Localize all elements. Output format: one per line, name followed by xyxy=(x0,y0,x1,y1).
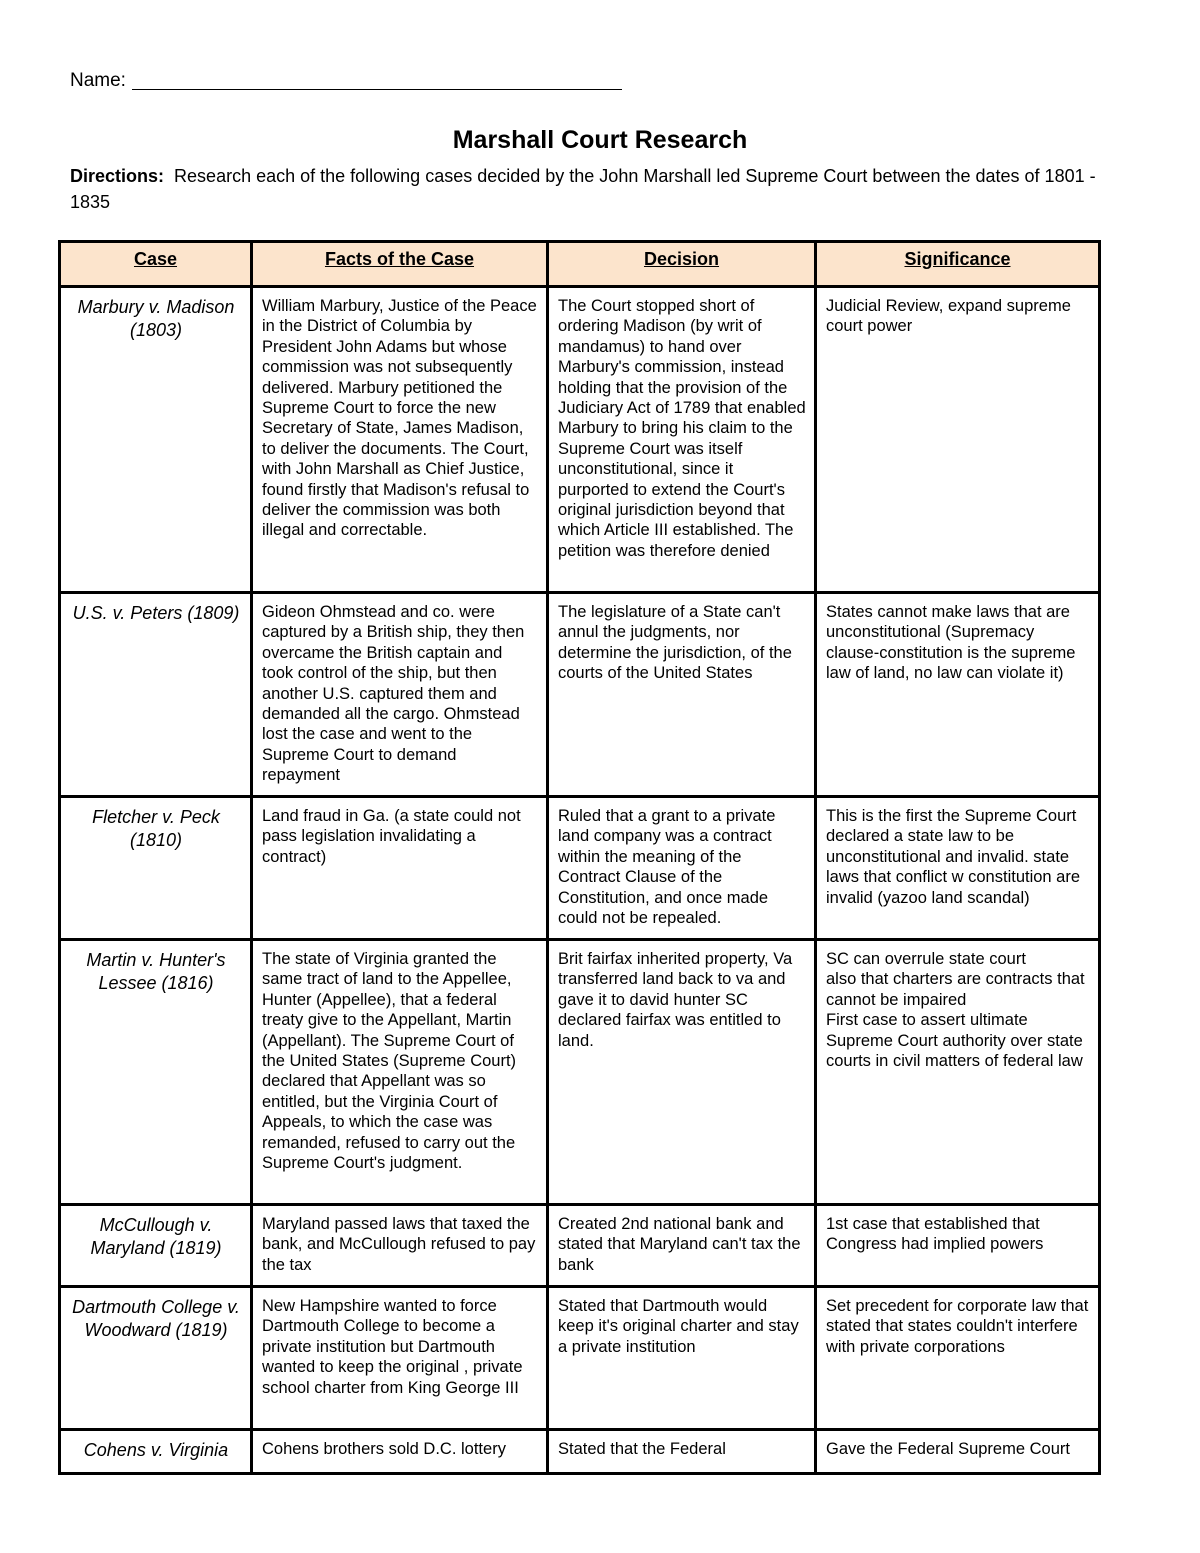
case-name: Cohens v. Virginia xyxy=(60,1430,252,1474)
table-row xyxy=(60,593,1100,797)
header-decision: Decision xyxy=(548,242,816,287)
directions xyxy=(70,163,1140,215)
table-row xyxy=(60,797,1100,940)
significance-cell: 1st case that established that Congress had implied powers xyxy=(816,1205,1100,1287)
header-facts: Facts of the Case xyxy=(252,242,548,287)
significance-cell: This is the first the Supreme Court declared a state law to be unconstitutional and invalid. state laws that conflict w constitution are invalid (yazoo land scandal) xyxy=(816,797,1100,940)
facts-cell: The state of Virginia granted the same tract of land to the Appellee, Hunter (Appellee), that a federal treaty give to the Appellant, Martin (Appellant). The Supreme Court of the United States (Supreme Court) declared that Appellant was so entitled, but the Virginia Court of Appeals, to which the case was remanded, refused to carry out the Supreme Court's judgment. xyxy=(252,940,548,1205)
case-name: Dartmouth College v. Woodward (1819) xyxy=(60,1287,252,1430)
decision-cell: Brit fairfax inherited property, Va transferred land back to va and gave it to david hunter SC declared fairfax was entitled to land. xyxy=(548,940,816,1205)
facts-cell: New Hampshire wanted to force Dartmouth College to become a private institution but Dartmouth wanted to keep the original , private school charter from King George III xyxy=(252,1287,548,1430)
directions-label: Directions: xyxy=(70,166,165,186)
header-case: Case xyxy=(60,242,252,287)
decision-cell: The legislature of a State can't annul the judgments, nor determine the jurisdiction, of the courts of the United States xyxy=(548,593,816,797)
significance-cell: SC can overrule state court also that charters are contracts that cannot be impaired First case to assert ultimate Supreme Court authority over state courts in civil matters of federal law xyxy=(816,940,1100,1205)
facts-cell: Gideon Ohmstead and co. were captured by a British ship, they then overcame the British captain and took control of the ship, but then another U.S. captured them and demanded all the cargo. Ohmstead lost the case and went to the Supreme Court to demand repayment xyxy=(252,593,548,797)
facts-cell: Cohens brothers sold D.C. lottery xyxy=(252,1430,548,1474)
table-row xyxy=(60,1287,1100,1430)
table-row xyxy=(60,940,1100,1205)
name-label: Name: xyxy=(70,70,126,91)
decision-cell: Stated that Dartmouth would keep it's original charter and stay a private institution xyxy=(548,1287,816,1430)
case-name: Marbury v. Madison (1803) xyxy=(60,287,252,593)
table-row xyxy=(60,287,1100,593)
significance-cell: Set precedent for corporate law that stated that states couldn't interfere with private corporations xyxy=(816,1287,1100,1430)
decision-cell: Stated that the Federal xyxy=(548,1430,816,1474)
facts-cell: Maryland passed laws that taxed the bank, and McCullough refused to pay the tax xyxy=(252,1205,548,1287)
decision-cell: The Court stopped short of ordering Madison (by writ of mandamus) to hand over Marbury's commission, instead holding that the provision of the Judiciary Act of 1789 that enabled Marbury to bring his claim to the Supreme Court was itself unconstitutional, since it purported to extend the Court's original jurisdiction beyond that which Article III established. The petition was therefore denied xyxy=(548,287,816,593)
significance-cell: States cannot make laws that are unconstitutional (Supremacy clause-constitution is the supreme law of land, no law can violate it) xyxy=(816,593,1100,797)
case-name: U.S. v. Peters (1809) xyxy=(60,593,252,797)
significance-cell: Gave the Federal Supreme Court xyxy=(816,1430,1100,1474)
facts-cell: Land fraud in Ga. (a state could not pass legislation invalidating a contract) xyxy=(252,797,548,940)
directions-text: Research each of the following cases decided by the John Marshall led Supreme Court between the dates of 1801 - 1835 xyxy=(70,166,1096,212)
table-row xyxy=(60,1430,1100,1474)
facts-cell: William Marbury, Justice of the Peace in the District of Columbia by President John Adams but whose commission was not subsequently delivered. Marbury petitioned the Supreme Court to force the new Secretary of State, James Madison, to deliver the documents. The Court, with John Marshall as Chief Justice, found firstly that Madison's refusal to deliver the commission was both illegal and correctable. xyxy=(252,287,548,593)
page-title: Marshall Court Research xyxy=(452,126,748,154)
case-name: Martin v. Hunter's Lessee (1816) xyxy=(60,940,252,1205)
header-significance: Significance xyxy=(816,242,1100,287)
significance-cell: Judicial Review, expand supreme court power xyxy=(816,287,1100,593)
table-header-row xyxy=(60,242,1100,287)
name-blank-line[interactable] xyxy=(132,89,622,90)
name-field xyxy=(70,70,622,92)
cases-table xyxy=(58,240,1101,1475)
decision-cell: Ruled that a grant to a private land company was a contract within the meaning of the Contract Clause of the Constitution, and once made could not be repealed. xyxy=(548,797,816,940)
case-name: Fletcher v. Peck (1810) xyxy=(60,797,252,940)
table-row xyxy=(60,1205,1100,1287)
case-name: McCullough v. Maryland (1819) xyxy=(60,1205,252,1287)
decision-cell: Created 2nd national bank and stated that Maryland can't tax the bank xyxy=(548,1205,816,1287)
